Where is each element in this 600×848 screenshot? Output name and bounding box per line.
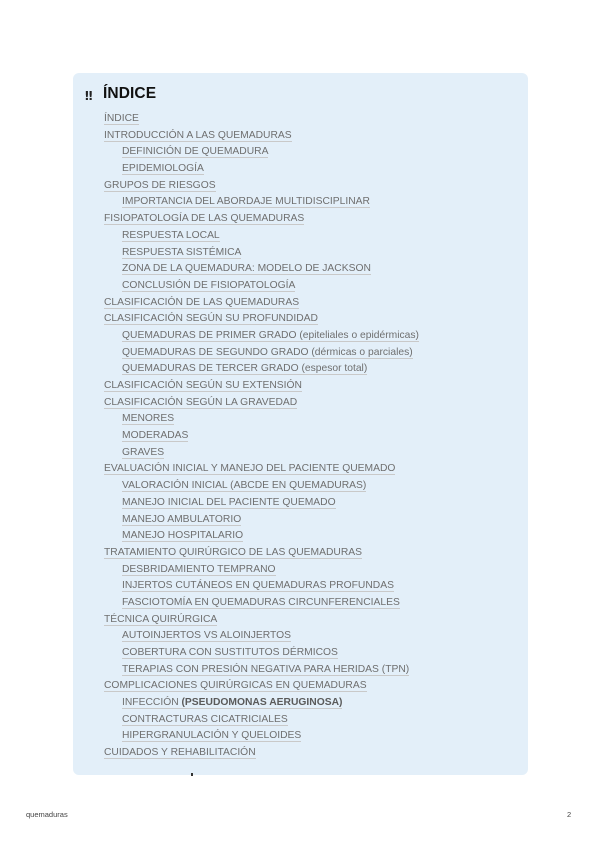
toc-item <box>73 178 528 195</box>
toc-link[interactable] <box>122 730 301 742</box>
toc-link-label: QUEMADURAS DE TERCER GRADO (espesor total) <box>122 363 368 375</box>
toc-item <box>73 128 528 145</box>
toc-item <box>73 161 528 178</box>
toc-link[interactable] <box>122 497 336 509</box>
toc-link-label: RESPUESTA LOCAL <box>122 229 220 241</box>
toc-header <box>85 83 528 105</box>
toc-link-label: COMPLICACIONES QUIRÚRGICAS EN QUEMADURAS <box>104 680 367 692</box>
toc-link[interactable] <box>122 530 243 542</box>
toc-item <box>73 194 528 211</box>
toc-link[interactable] <box>122 714 288 726</box>
toc-link-label: ÍNDICE <box>104 113 139 124</box>
toc-item <box>73 545 528 562</box>
scroll-indicator <box>191 773 193 776</box>
toc-item <box>73 261 528 278</box>
toc-item <box>73 311 528 328</box>
toc-link[interactable] <box>104 680 367 692</box>
toc-link-label: CLASIFICACIÓN DE LAS QUEMADURAS <box>104 296 300 308</box>
toc-link[interactable] <box>122 247 241 259</box>
toc-link[interactable] <box>104 463 395 475</box>
toc-link-label: GRUPOS DE RIESGOS <box>104 179 216 191</box>
toc-item <box>73 728 528 745</box>
toc-link[interactable] <box>122 413 174 425</box>
toc-link[interactable] <box>104 614 217 626</box>
toc-link-label: FASCIOTOMÍA EN QUEMADURAS CIRCUNFERENCIALES <box>122 596 400 608</box>
toc-item <box>73 528 528 545</box>
toc-link[interactable] <box>104 180 216 192</box>
toc-link[interactable] <box>122 597 400 609</box>
toc-link-label: EVALUACIÓN INICIAL Y MANEJO DEL PACIENTE QUEMADO <box>104 463 396 475</box>
toc-item <box>73 512 528 529</box>
toc-list <box>73 111 528 762</box>
toc-box <box>73 73 528 775</box>
toc-link-label: CLASIFICACIÓN SEGÚN LA GRAVEDAD <box>104 396 298 408</box>
toc-item <box>73 111 528 128</box>
toc-item <box>73 144 528 161</box>
toc-link-label: TRATAMIENTO QUIRÚRGICO DE LAS QUEMADURAS <box>104 546 363 558</box>
toc-item <box>73 578 528 595</box>
toc-link[interactable] <box>122 447 164 459</box>
toc-item <box>73 211 528 228</box>
toc-link-label: MANEJO HOSPITALARIO <box>122 530 244 542</box>
toc-item <box>73 478 528 495</box>
toc-link-label: QUEMADURAS DE SEGUNDO GRADO (dérmicas o parciales) <box>122 346 413 358</box>
toc-link[interactable] <box>122 163 204 175</box>
toc-item <box>73 495 528 512</box>
toc-link-label: HIPERGRANULACIÓN Y QUELOIDES <box>122 730 302 742</box>
toc-link[interactable] <box>104 297 299 309</box>
toc-title: ÍNDICE <box>103 85 157 102</box>
toc-link-label: CLASIFICACIÓN SEGÚN SU PROFUNDIDAD <box>104 313 318 325</box>
toc-link-label: CLASIFICACIÓN SEGÚN SU EXTENSIÓN <box>104 380 302 391</box>
toc-item <box>73 612 528 629</box>
toc-item <box>73 378 528 395</box>
toc-item <box>73 361 528 378</box>
toc-link[interactable] <box>104 313 318 325</box>
toc-item <box>73 328 528 345</box>
footer-document-name: quemaduras <box>26 810 68 819</box>
toc-link-label: IMPORTANCIA DEL ABORDAJE MULTIDISCIPLINAR <box>122 196 370 208</box>
toc-item <box>73 445 528 462</box>
toc-link[interactable] <box>122 514 241 526</box>
toc-link[interactable] <box>122 480 366 492</box>
toc-link[interactable] <box>122 564 276 576</box>
footer-page-number: 2 <box>567 810 572 819</box>
toc-link[interactable] <box>104 213 304 225</box>
toc-link-label: COBERTURA CON SUSTITUTOS DÉRMICOS <box>122 647 338 658</box>
toc-link[interactable] <box>122 697 342 709</box>
toc-link-label: ZONA DE LA QUEMADURA: MODELO DE JACKSON <box>122 263 371 275</box>
toc-link-label: EPIDEMIOLOGÍA <box>122 163 204 175</box>
toc-link-label: MENORES <box>122 413 175 425</box>
toc-item <box>73 428 528 445</box>
toc-link-label: AUTOINJERTOS VS ALOINJERTOS <box>122 630 291 642</box>
toc-link-label: VALORACIÓN INICIAL (ABCDE EN QUEMADURAS) <box>122 480 367 492</box>
toc-item <box>73 645 528 662</box>
toc-item <box>73 228 528 245</box>
toc-item <box>73 678 528 695</box>
toc-link[interactable] <box>122 664 409 676</box>
toc-item <box>73 628 528 645</box>
toc-link[interactable] <box>122 363 367 375</box>
toc-link[interactable] <box>122 430 188 442</box>
toc-item <box>73 295 528 312</box>
toc-link-label: RESPUESTA SISTÉMICA <box>122 246 242 258</box>
toc-item <box>73 395 528 412</box>
toc-link-label: CONCLUSIÓN DE FISIOPATOLOGÍA <box>122 279 296 291</box>
toc-link[interactable] <box>104 397 297 409</box>
toc-item <box>73 662 528 679</box>
toc-link[interactable] <box>122 330 419 342</box>
toc-link-label: FISIOPATOLOGÍA DE LAS QUEMADURAS <box>104 213 305 225</box>
toc-link-label: TERAPIAS CON PRESIÓN NEGATIVA PARA HERIDAS (TPN) <box>122 663 410 675</box>
toc-item <box>73 562 528 579</box>
toc-link-label: INJERTOS CUTÁNEOS EN QUEMADURAS PROFUNDAS <box>122 580 394 592</box>
toc-link[interactable] <box>122 263 371 275</box>
toc-link-label: CONTRACTURAS CICATRICIALES <box>122 713 288 725</box>
toc-link[interactable] <box>122 580 394 592</box>
toc-link[interactable] <box>122 647 338 659</box>
toc-link[interactable] <box>104 130 292 142</box>
toc-link-label: CUIDADOS Y REHABILITACIÓN <box>104 747 256 759</box>
toc-link[interactable] <box>104 747 256 759</box>
toc-item <box>73 745 528 762</box>
toc-item <box>73 278 528 295</box>
toc-link-label: MANEJO AMBULATORIO <box>122 513 242 525</box>
double-exclamation-icon: ‼ <box>85 89 93 103</box>
toc-link[interactable] <box>104 547 362 559</box>
toc-link[interactable] <box>122 347 413 359</box>
toc-item <box>73 345 528 362</box>
toc-item <box>73 245 528 262</box>
toc-link-label: MANEJO INICIAL DEL PACIENTE QUEMADO <box>122 496 336 508</box>
toc-link[interactable] <box>122 280 295 292</box>
toc-link-label: DESBRIDAMIENTO TEMPRANO <box>122 563 276 575</box>
toc-item <box>73 712 528 729</box>
toc-link[interactable] <box>122 146 268 158</box>
toc-item <box>73 411 528 428</box>
toc-link-emphasis: (PSEUDOMONAS AERUGINOSA) <box>181 697 343 709</box>
toc-link[interactable] <box>104 380 302 392</box>
toc-link-label: MODERADAS <box>122 430 189 442</box>
toc-item <box>73 595 528 612</box>
toc-link-label: INTRODUCCIÓN A LAS QUEMADURAS <box>104 129 292 141</box>
toc-link[interactable] <box>122 230 220 242</box>
toc-link-label: DEFINICIÓN DE QUEMADURA <box>122 146 269 158</box>
toc-link[interactable] <box>122 196 370 208</box>
toc-link-label: GRAVES <box>122 446 165 458</box>
toc-link-label: INFECCIÓN <box>122 697 182 709</box>
toc-link[interactable] <box>122 630 291 642</box>
toc-link-label: TÉCNICA QUIRÚRGICA <box>104 613 218 625</box>
toc-link-label: QUEMADURAS DE PRIMER GRADO (epiteliales o epidérmicas) <box>122 329 419 341</box>
toc-item <box>73 461 528 478</box>
toc-item <box>73 695 528 712</box>
toc-link[interactable] <box>104 113 139 125</box>
